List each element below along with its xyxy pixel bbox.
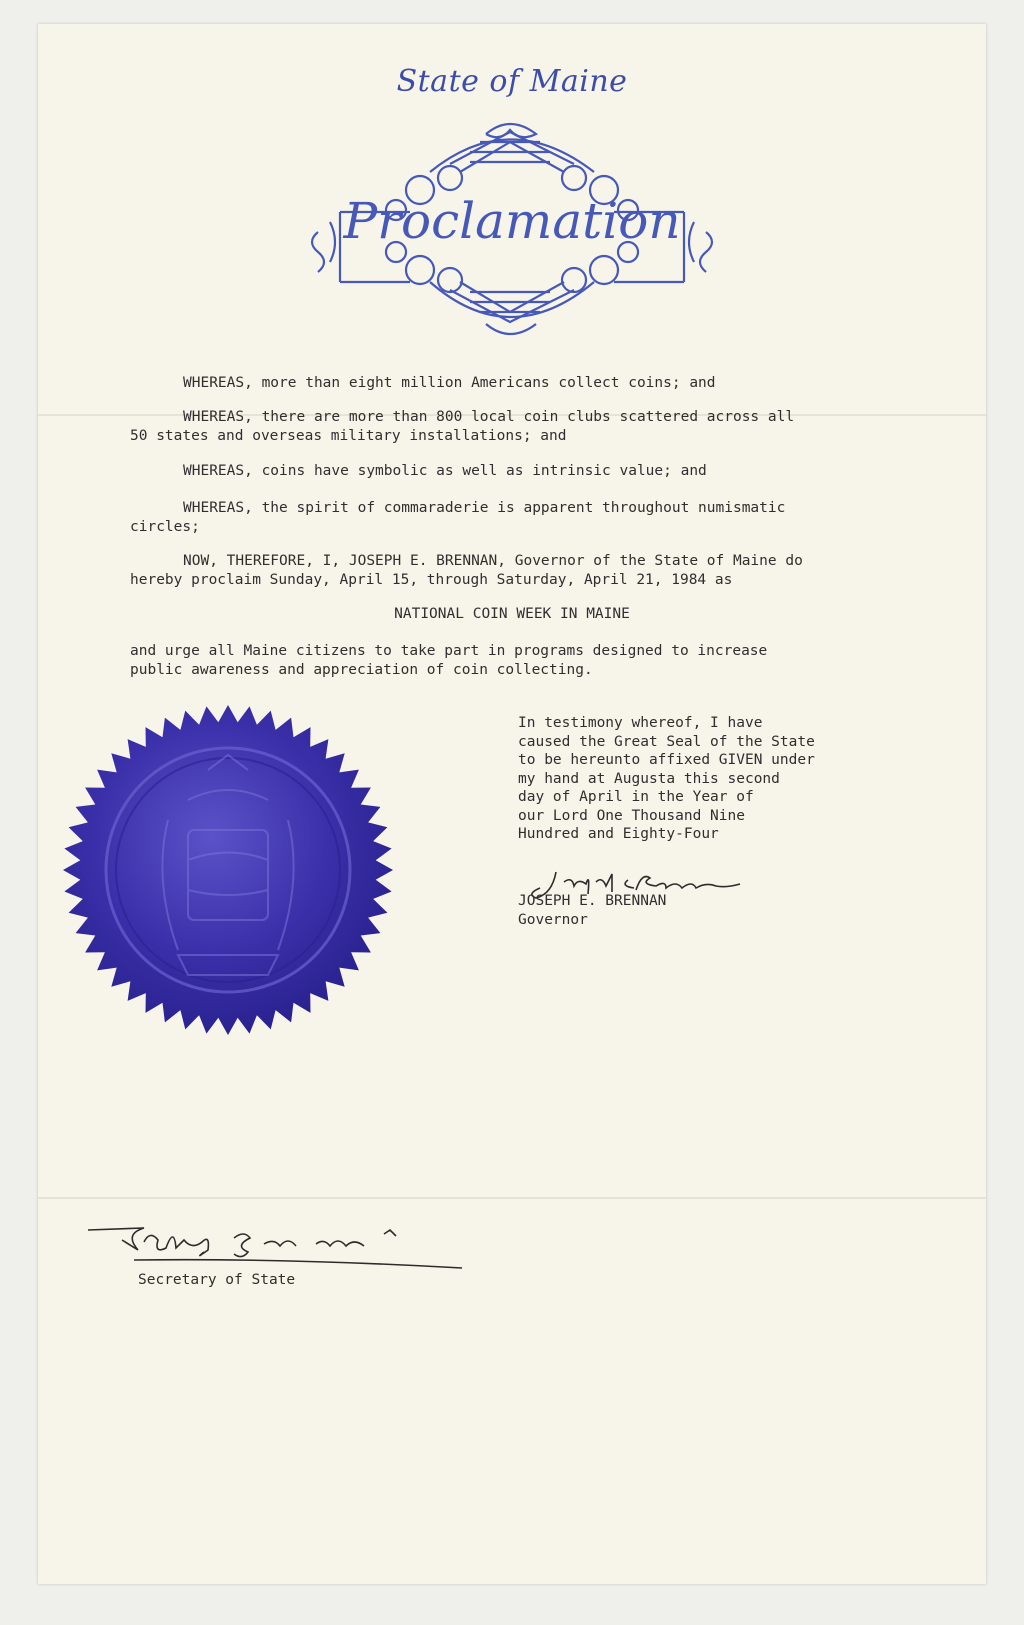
state-header: State of Maine	[396, 64, 628, 99]
governor-title: Governor	[518, 912, 588, 928]
testimony-line: day of April in the Year of	[518, 789, 754, 805]
whereas-2-cont: 50 states and overseas military installations; and	[130, 428, 567, 444]
whereas-4: WHEREAS, the spirit of commaraderie is apparent throughout numismatic	[183, 500, 786, 516]
testimony-line: Hundred and Eighty-Four	[518, 826, 719, 842]
whereas-4-cont: circles;	[130, 519, 200, 535]
secretary-signature	[84, 1220, 484, 1280]
whereas-2: WHEREAS, there are more than 800 local coin clubs scattered across all	[183, 409, 795, 425]
testimony-line: my hand at Augusta this second	[518, 770, 780, 787]
secretary-of-state-label: Secretary of State	[138, 1272, 296, 1288]
proclaim-line-1: NOW, THEREFORE, I, JOSEPH E. BRENNAN, Governor of the State of Maine do	[183, 553, 803, 569]
proclaim-line-2: hereby proclaim Sunday, April 15, through Saturday, April 21, 1984 as	[130, 572, 733, 588]
governor-name-block	[518, 892, 666, 930]
whereas-3: WHEREAS, coins have symbolic as well as intrinsic value; and	[183, 463, 707, 479]
event-name: NATIONAL COIN WEEK IN MAINE	[394, 606, 630, 622]
testimony-line: caused the Great Seal of the State	[518, 733, 815, 750]
testimony-line: to be hereunto affixed GIVEN under	[518, 752, 815, 768]
testimony-line: In testimony whereof, I have	[518, 715, 763, 731]
testimony-line: our Lord One Thousand Nine	[518, 807, 745, 824]
urge-line-1: and urge all Maine citizens to take part in programs designed to increase	[130, 643, 768, 659]
great-seal-icon	[58, 700, 398, 1040]
proclamation-title: Proclamation	[343, 192, 681, 250]
proclamation-document	[38, 24, 986, 1584]
whereas-1: WHEREAS, more than eight million Americans collect coins; and	[183, 375, 716, 391]
governor-name: JOSEPH E. BRENNAN	[518, 893, 667, 909]
fold-line	[38, 1197, 986, 1199]
urge-line-2: public awareness and appreciation of coin collecting.	[130, 662, 593, 678]
testimony-block	[518, 714, 848, 844]
